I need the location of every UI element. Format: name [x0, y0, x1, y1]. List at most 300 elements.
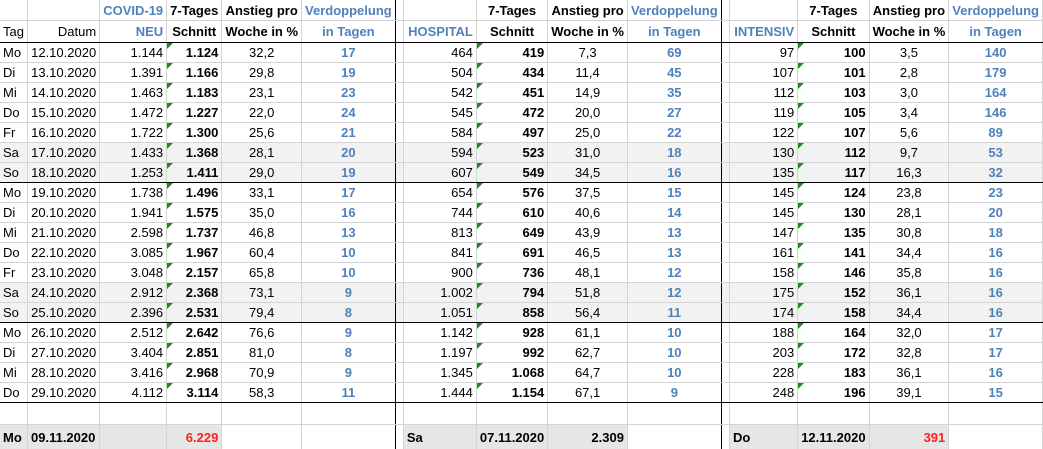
neu-dbl-cell: 9 — [302, 283, 396, 303]
neu-rise-cell: 65,8 — [222, 263, 302, 283]
neu-avg-cell: 1.368 — [167, 143, 222, 163]
footer-int-day: Do — [729, 425, 797, 449]
neu-rise-cell: 28,1 — [222, 143, 302, 163]
table-row — [0, 243, 1043, 263]
hosp-cell: 545 — [403, 103, 476, 123]
int-dbl-cell: 164 — [949, 83, 1043, 103]
int-dbl-cell: 23 — [949, 183, 1043, 203]
neu-rise-cell: 33,1 — [222, 183, 302, 203]
hosp-rise-cell: 11,4 — [548, 63, 628, 83]
hosp-avg-cell: 576 — [476, 183, 547, 203]
neu-rise-cell: 81,0 — [222, 343, 302, 363]
neu-cell: 4.112 — [100, 383, 167, 403]
neu-dbl-cell: 8 — [302, 303, 396, 323]
hosp-avg-cell: 523 — [476, 143, 547, 163]
neu-avg-header: 7-Tages — [167, 0, 222, 21]
int-avg-cell: 196 — [798, 383, 869, 403]
int-rise-cell: 28,1 — [869, 203, 949, 223]
neu-dbl-cell: 11 — [302, 383, 396, 403]
hosp-dbl-cell: 9 — [627, 383, 721, 403]
int-cell: 174 — [729, 303, 797, 323]
hosp-avg-cell: 794 — [476, 283, 547, 303]
neu-dbl-cell: 13 — [302, 223, 396, 243]
date-cell: 17.10.2020 — [28, 143, 100, 163]
neu-avg-cell: 1.166 — [167, 63, 222, 83]
neu-rise-cell: 35,0 — [222, 203, 302, 223]
hosp-rise-cell: 56,4 — [548, 303, 628, 323]
neu-cell: 1.391 — [100, 63, 167, 83]
neu-rise-header-2: Woche in % — [222, 21, 302, 43]
hosp-cell: 1.051 — [403, 303, 476, 323]
footer-int-value: 391 — [869, 425, 949, 449]
int-rise-cell: 35,8 — [869, 263, 949, 283]
int-avg-header-2: Schnitt — [798, 21, 869, 43]
footer-neu-date: 09.11.2020 — [28, 425, 100, 449]
int-dbl-cell: 16 — [949, 243, 1043, 263]
neu-dbl-cell: 24 — [302, 103, 396, 123]
neu-avg-cell: 1.737 — [167, 223, 222, 243]
table-row — [0, 303, 1043, 323]
date-cell: 12.10.2020 — [28, 43, 100, 63]
table-row — [0, 383, 1043, 403]
hosp-avg-cell: 992 — [476, 343, 547, 363]
int-rise-cell: 36,1 — [869, 363, 949, 383]
int-avg-cell: 158 — [798, 303, 869, 323]
neu-avg-cell: 2.368 — [167, 283, 222, 303]
int-cell: 145 — [729, 183, 797, 203]
hosp-cell: 584 — [403, 123, 476, 143]
int-dbl-cell: 20 — [949, 203, 1043, 223]
footer-neu-value: 6.229 — [167, 425, 222, 449]
hosp-dbl-cell: 13 — [627, 243, 721, 263]
hosp-cell: 900 — [403, 263, 476, 283]
hosp-dbl-cell: 13 — [627, 223, 721, 243]
int-cell: 97 — [729, 43, 797, 63]
int-cell: 112 — [729, 83, 797, 103]
int-rise-header: Anstieg pro — [869, 0, 949, 21]
day-cell: So — [0, 163, 28, 183]
hosp-cell: 542 — [403, 83, 476, 103]
hosp-avg-cell: 691 — [476, 243, 547, 263]
hosp-avg-header-2: Schnitt — [476, 21, 547, 43]
hosp-rise-cell: 31,0 — [548, 143, 628, 163]
int-avg-cell: 183 — [798, 363, 869, 383]
int-rise-cell: 3,4 — [869, 103, 949, 123]
hosp-dbl-cell: 18 — [627, 143, 721, 163]
hosp-avg-cell: 451 — [476, 83, 547, 103]
hosp-avg-cell: 419 — [476, 43, 547, 63]
neu-rise-header: Anstieg pro — [222, 0, 302, 21]
hosp-rise-cell: 40,6 — [548, 203, 628, 223]
day-cell: Fr — [0, 123, 28, 143]
hosp-avg-cell: 610 — [476, 203, 547, 223]
hosp-dbl-cell: 27 — [627, 103, 721, 123]
int-dbl-cell: 16 — [949, 283, 1043, 303]
neu-avg-cell: 2.157 — [167, 263, 222, 283]
neu-cell: 2.512 — [100, 323, 167, 343]
footer-neu-day: Mo — [0, 425, 28, 449]
neu-rise-cell: 22,0 — [222, 103, 302, 123]
int-rise-cell: 23,8 — [869, 183, 949, 203]
hosp-rise-cell: 25,0 — [548, 123, 628, 143]
day-cell: Mi — [0, 363, 28, 383]
int-avg-cell: 141 — [798, 243, 869, 263]
date-cell: 24.10.2020 — [28, 283, 100, 303]
int-cell: 188 — [729, 323, 797, 343]
int-avg-cell: 103 — [798, 83, 869, 103]
table-row — [0, 263, 1043, 283]
neu-cell: 3.416 — [100, 363, 167, 383]
int-dbl-cell: 18 — [949, 223, 1043, 243]
neu-dbl-cell: 20 — [302, 143, 396, 163]
int-dbl-cell: 89 — [949, 123, 1043, 143]
day-cell: Mo — [0, 43, 28, 63]
date-cell: 25.10.2020 — [28, 303, 100, 323]
neu-rise-cell: 79,4 — [222, 303, 302, 323]
int-rise-cell: 30,8 — [869, 223, 949, 243]
datum-header: Datum — [28, 21, 100, 43]
table-row — [0, 163, 1043, 183]
neu-cell: 1.463 — [100, 83, 167, 103]
date-cell: 29.10.2020 — [28, 383, 100, 403]
hosp-rise-cell: 34,5 — [548, 163, 628, 183]
footer-hosp-value: 2.309 — [548, 425, 628, 449]
neu-rise-cell: 32,2 — [222, 43, 302, 63]
neu-rise-cell: 46,8 — [222, 223, 302, 243]
hosp-avg-cell: 434 — [476, 63, 547, 83]
hosp-dbl-cell: 12 — [627, 263, 721, 283]
day-cell: So — [0, 303, 28, 323]
int-avg-cell: 135 — [798, 223, 869, 243]
hosp-rise-cell: 43,9 — [548, 223, 628, 243]
day-cell: Di — [0, 63, 28, 83]
day-cell: Mi — [0, 83, 28, 103]
int-dbl-cell: 53 — [949, 143, 1043, 163]
int-dbl-cell: 146 — [949, 103, 1043, 123]
int-dbl-cell: 16 — [949, 363, 1043, 383]
day-cell: Sa — [0, 143, 28, 163]
date-cell: 23.10.2020 — [28, 263, 100, 283]
int-avg-cell: 164 — [798, 323, 869, 343]
day-cell: Mo — [0, 183, 28, 203]
footer-int-date: 12.11.2020 — [798, 425, 869, 449]
hosp-avg-cell: 858 — [476, 303, 547, 323]
day-cell: Mo — [0, 323, 28, 343]
int-cell: 107 — [729, 63, 797, 83]
day-cell: Di — [0, 343, 28, 363]
table-row — [0, 103, 1043, 123]
hosp-rise-cell: 67,1 — [548, 383, 628, 403]
hosp-rise-cell: 7,3 — [548, 43, 628, 63]
int-dbl-cell: 140 — [949, 43, 1043, 63]
header-row-1 — [0, 0, 1043, 21]
day-cell: Sa — [0, 283, 28, 303]
table-row — [0, 223, 1043, 243]
hosp-dbl-header-2: in Tagen — [627, 21, 721, 43]
hosp-rise-cell: 62,7 — [548, 343, 628, 363]
table-row — [0, 83, 1043, 103]
int-rise-cell: 3,0 — [869, 83, 949, 103]
date-cell: 14.10.2020 — [28, 83, 100, 103]
int-dbl-cell: 17 — [949, 323, 1043, 343]
neu-dbl-cell: 21 — [302, 123, 396, 143]
int-dbl-cell: 15 — [949, 383, 1043, 403]
int-rise-cell: 5,6 — [869, 123, 949, 143]
date-cell: 16.10.2020 — [28, 123, 100, 143]
int-rise-cell: 9,7 — [869, 143, 949, 163]
hosp-dbl-cell: 10 — [627, 343, 721, 363]
hosp-rise-cell: 37,5 — [548, 183, 628, 203]
neu-cell: 2.912 — [100, 283, 167, 303]
int-avg-cell: 101 — [798, 63, 869, 83]
hosp-cell: 607 — [403, 163, 476, 183]
hosp-avg-cell: 472 — [476, 103, 547, 123]
neu-dbl-cell: 23 — [302, 83, 396, 103]
neu-dbl-header: Verdoppelung — [302, 0, 396, 21]
neu-cell: 1.738 — [100, 183, 167, 203]
neu-dbl-cell: 8 — [302, 343, 396, 363]
int-rise-cell: 16,3 — [869, 163, 949, 183]
neu-avg-cell: 1.496 — [167, 183, 222, 203]
spacer-row — [0, 403, 1043, 425]
neu-dbl-cell: 9 — [302, 363, 396, 383]
hospital-header: HOSPITAL — [403, 21, 476, 43]
int-cell: 175 — [729, 283, 797, 303]
hosp-rise-cell: 14,9 — [548, 83, 628, 103]
neu-avg-cell: 1.575 — [167, 203, 222, 223]
neu-avg-cell: 2.642 — [167, 323, 222, 343]
table-row — [0, 203, 1043, 223]
table-row — [0, 323, 1043, 343]
neu-dbl-cell: 17 — [302, 43, 396, 63]
neu-dbl-header-2: in Tagen — [302, 21, 396, 43]
hosp-cell: 1.002 — [403, 283, 476, 303]
tag-header: Tag — [0, 21, 28, 43]
covid-header: COVID-19 — [100, 0, 167, 21]
table-row — [0, 123, 1043, 143]
date-cell: 19.10.2020 — [28, 183, 100, 203]
table-row — [0, 363, 1043, 383]
date-cell: 27.10.2020 — [28, 343, 100, 363]
hosp-rise-header: Anstieg pro — [548, 0, 628, 21]
hosp-cell: 1.142 — [403, 323, 476, 343]
int-avg-cell: 112 — [798, 143, 869, 163]
int-avg-header: 7-Tages — [798, 0, 869, 21]
neu-dbl-cell: 10 — [302, 243, 396, 263]
int-cell: 158 — [729, 263, 797, 283]
table-row — [0, 283, 1043, 303]
hosp-cell: 654 — [403, 183, 476, 203]
day-cell: Fr — [0, 263, 28, 283]
int-dbl-header-2: in Tagen — [949, 21, 1043, 43]
neu-rise-cell: 29,8 — [222, 63, 302, 83]
neu-cell: 3.404 — [100, 343, 167, 363]
neu-cell: 1.144 — [100, 43, 167, 63]
int-avg-cell: 124 — [798, 183, 869, 203]
neu-rise-cell: 70,9 — [222, 363, 302, 383]
neu-avg-cell: 2.968 — [167, 363, 222, 383]
day-cell: Do — [0, 103, 28, 123]
int-avg-cell: 107 — [798, 123, 869, 143]
hosp-avg-cell: 736 — [476, 263, 547, 283]
int-rise-cell: 32,8 — [869, 343, 949, 363]
neu-cell: 2.396 — [100, 303, 167, 323]
hosp-rise-header-2: Woche in % — [548, 21, 628, 43]
date-cell: 20.10.2020 — [28, 203, 100, 223]
table-row — [0, 43, 1043, 63]
neu-dbl-cell: 9 — [302, 323, 396, 343]
int-cell: 135 — [729, 163, 797, 183]
date-cell: 22.10.2020 — [28, 243, 100, 263]
int-avg-cell: 152 — [798, 283, 869, 303]
hosp-rise-cell: 20,0 — [548, 103, 628, 123]
table-row — [0, 183, 1043, 203]
int-rise-cell: 34,4 — [869, 303, 949, 323]
hosp-avg-cell: 1.068 — [476, 363, 547, 383]
neu-dbl-cell: 17 — [302, 183, 396, 203]
neu-avg-cell: 2.531 — [167, 303, 222, 323]
hosp-dbl-cell: 16 — [627, 163, 721, 183]
neu-rise-cell: 60,4 — [222, 243, 302, 263]
int-avg-cell: 105 — [798, 103, 869, 123]
date-cell: 21.10.2020 — [28, 223, 100, 243]
neu-rise-cell: 73,1 — [222, 283, 302, 303]
footer-hosp-day: Sa — [403, 425, 476, 449]
neu-avg-cell: 1.411 — [167, 163, 222, 183]
int-dbl-header: Verdoppelung — [949, 0, 1043, 21]
int-cell: 119 — [729, 103, 797, 123]
hosp-dbl-cell: 14 — [627, 203, 721, 223]
neu-avg-cell: 1.183 — [167, 83, 222, 103]
int-dbl-cell: 16 — [949, 263, 1043, 283]
int-cell: 228 — [729, 363, 797, 383]
table-row — [0, 143, 1043, 163]
int-avg-cell: 172 — [798, 343, 869, 363]
int-dbl-cell: 32 — [949, 163, 1043, 183]
neu-cell: 1.941 — [100, 203, 167, 223]
int-avg-cell: 130 — [798, 203, 869, 223]
int-rise-cell: 32,0 — [869, 323, 949, 343]
table-row — [0, 63, 1043, 83]
table-row — [0, 343, 1043, 363]
int-avg-cell: 117 — [798, 163, 869, 183]
hosp-rise-cell: 51,8 — [548, 283, 628, 303]
int-cell: 161 — [729, 243, 797, 263]
hosp-avg-cell: 928 — [476, 323, 547, 343]
neu-rise-cell: 25,6 — [222, 123, 302, 143]
hosp-cell: 594 — [403, 143, 476, 163]
neu-avg-cell: 1.967 — [167, 243, 222, 263]
date-cell: 13.10.2020 — [28, 63, 100, 83]
hosp-dbl-cell: 10 — [627, 323, 721, 343]
hosp-rise-cell: 46,5 — [548, 243, 628, 263]
neu-rise-cell: 58,3 — [222, 383, 302, 403]
neu-cell: 3.085 — [100, 243, 167, 263]
int-rise-header-2: Woche in % — [869, 21, 949, 43]
day-cell: Do — [0, 383, 28, 403]
neu-dbl-cell: 16 — [302, 203, 396, 223]
int-dbl-cell: 16 — [949, 303, 1043, 323]
neu-dbl-cell: 19 — [302, 163, 396, 183]
int-cell: 248 — [729, 383, 797, 403]
int-rise-cell: 3,5 — [869, 43, 949, 63]
hosp-dbl-cell: 11 — [627, 303, 721, 323]
hosp-cell: 504 — [403, 63, 476, 83]
date-cell: 26.10.2020 — [28, 323, 100, 343]
hosp-avg-header: 7-Tages — [476, 0, 547, 21]
int-cell: 130 — [729, 143, 797, 163]
int-rise-cell: 36,1 — [869, 283, 949, 303]
hosp-rise-cell: 48,1 — [548, 263, 628, 283]
neu-dbl-cell: 19 — [302, 63, 396, 83]
hosp-cell: 1.197 — [403, 343, 476, 363]
neu-avg-cell: 3.114 — [167, 383, 222, 403]
int-cell: 145 — [729, 203, 797, 223]
neu-rise-cell: 29,0 — [222, 163, 302, 183]
header-row-2 — [0, 21, 1043, 43]
hosp-cell: 1.444 — [403, 383, 476, 403]
neu-avg-header-2: Schnitt — [167, 21, 222, 43]
hosp-avg-cell: 497 — [476, 123, 547, 143]
hosp-dbl-header: Verdoppelung — [627, 0, 721, 21]
date-cell: 28.10.2020 — [28, 363, 100, 383]
int-rise-cell: 34,4 — [869, 243, 949, 263]
day-cell: Mi — [0, 223, 28, 243]
int-cell: 203 — [729, 343, 797, 363]
date-cell: 15.10.2020 — [28, 103, 100, 123]
int-rise-cell: 2,8 — [869, 63, 949, 83]
hosp-cell: 1.345 — [403, 363, 476, 383]
neu-dbl-cell: 10 — [302, 263, 396, 283]
hosp-dbl-cell: 15 — [627, 183, 721, 203]
hosp-cell: 841 — [403, 243, 476, 263]
hosp-dbl-cell: 69 — [627, 43, 721, 63]
hosp-cell: 813 — [403, 223, 476, 243]
hosp-dbl-cell: 10 — [627, 363, 721, 383]
neu-avg-cell: 1.227 — [167, 103, 222, 123]
hosp-dbl-cell: 35 — [627, 83, 721, 103]
hosp-dbl-cell: 22 — [627, 123, 721, 143]
neu-cell: 1.433 — [100, 143, 167, 163]
neu-avg-cell: 1.300 — [167, 123, 222, 143]
int-avg-cell: 100 — [798, 43, 869, 63]
int-dbl-cell: 179 — [949, 63, 1043, 83]
neu-cell: 1.253 — [100, 163, 167, 183]
int-dbl-cell: 17 — [949, 343, 1043, 363]
int-avg-cell: 146 — [798, 263, 869, 283]
footer-row — [0, 425, 1043, 449]
neu-rise-cell: 76,6 — [222, 323, 302, 343]
hosp-rise-cell: 64,7 — [548, 363, 628, 383]
hosp-dbl-cell: 12 — [627, 283, 721, 303]
int-cell: 122 — [729, 123, 797, 143]
int-rise-cell: 39,1 — [869, 383, 949, 403]
day-cell: Di — [0, 203, 28, 223]
footer-hosp-date: 07.11.2020 — [476, 425, 547, 449]
neu-avg-cell: 2.851 — [167, 343, 222, 363]
neu-cell: 1.722 — [100, 123, 167, 143]
hosp-avg-cell: 1.154 — [476, 383, 547, 403]
hosp-avg-cell: 549 — [476, 163, 547, 183]
hosp-cell: 464 — [403, 43, 476, 63]
hosp-avg-cell: 649 — [476, 223, 547, 243]
neu-cell: 2.598 — [100, 223, 167, 243]
date-cell: 18.10.2020 — [28, 163, 100, 183]
int-cell: 147 — [729, 223, 797, 243]
hosp-dbl-cell: 45 — [627, 63, 721, 83]
neu-avg-cell: 1.124 — [167, 43, 222, 63]
neu-cell: 1.472 — [100, 103, 167, 123]
